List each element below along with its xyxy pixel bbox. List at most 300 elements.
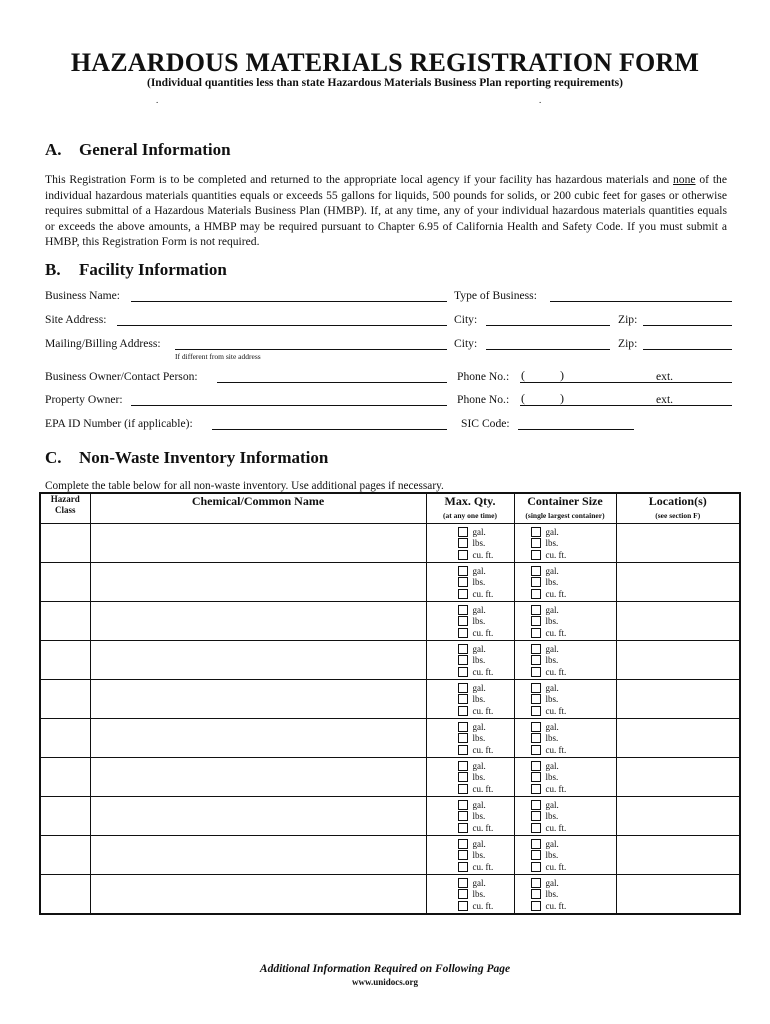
max-qty-unit-checkbox[interactable] [458, 527, 468, 537]
mailing-address-label: Mailing/Billing Address: [45, 337, 161, 350]
container-size-unit-option [531, 666, 616, 678]
max-qty-cell[interactable] [426, 680, 514, 719]
location-cell[interactable] [616, 758, 740, 797]
max-qty-unit-checkbox[interactable] [458, 605, 468, 615]
container-size-unit-checkbox[interactable] [531, 550, 541, 560]
container-size-unit-option [531, 655, 616, 667]
inventory-table [39, 492, 741, 915]
max-qty-unit-checkbox[interactable] [458, 761, 468, 771]
max-qty-unit-options [427, 760, 514, 795]
table-row [40, 563, 740, 602]
container-size-unit-options [515, 838, 616, 873]
inventory-table-body [40, 524, 740, 915]
container-size-cell[interactable] [514, 641, 616, 680]
max-qty-unit-checkbox[interactable] [458, 655, 468, 665]
max-qty-unit-options [427, 799, 514, 834]
max-qty-unit-options [427, 643, 514, 678]
max-qty-unit-checkbox[interactable] [458, 862, 468, 872]
max-qty-unit-option [458, 526, 514, 538]
container-size-unit-label: cu. ft. [545, 666, 567, 677]
max-qty-unit-option [458, 549, 514, 561]
container-size-cell[interactable] [514, 524, 616, 563]
container-size-unit-checkbox[interactable] [531, 889, 541, 899]
max-qty-unit-label: lbs. [472, 694, 486, 705]
table-row [40, 524, 740, 563]
max-qty-cell[interactable] [426, 836, 514, 875]
max-qty-unit-option [458, 811, 514, 823]
container-size-unit-checkbox[interactable] [531, 850, 541, 860]
container-size-unit-option [531, 549, 616, 561]
container-size-cell[interactable] [514, 836, 616, 875]
epa-id-label: EPA ID Number (if applicable): [45, 417, 193, 430]
chemical-name-cell[interactable] [90, 836, 426, 875]
max-qty-unit-option [458, 565, 514, 577]
property-phone-field[interactable] [520, 405, 732, 406]
container-size-unit-checkbox[interactable] [531, 839, 541, 849]
max-qty-unit-options [427, 682, 514, 717]
container-size-unit-option [531, 889, 616, 901]
container-size-unit-label: lbs. [545, 772, 559, 783]
max-qty-unit-checkbox[interactable] [458, 667, 468, 677]
container-size-unit-label: gal. [545, 682, 559, 693]
chemical-name-cell[interactable] [90, 797, 426, 836]
chemical-name-cell[interactable] [90, 563, 426, 602]
container-size-unit-option [531, 861, 616, 873]
container-size-unit-options [515, 721, 616, 756]
max-qty-unit-label: gal. [472, 838, 486, 849]
max-qty-unit-option [458, 861, 514, 873]
site-city-label: City: [454, 313, 478, 326]
container-size-unit-option [531, 811, 616, 823]
chemical-name-cell[interactable] [90, 758, 426, 797]
inventory-table-header [40, 493, 740, 524]
max-qty-unit-option [458, 616, 514, 628]
container-size-unit-label: cu. ft. [545, 900, 567, 911]
container-size-cell[interactable] [514, 602, 616, 641]
container-size-unit-checkbox[interactable] [531, 722, 541, 732]
container-size-unit-option [531, 565, 616, 577]
max-qty-unit-checkbox[interactable] [458, 550, 468, 560]
container-size-unit-options [515, 565, 616, 600]
container-size-unit-label: cu. ft. [545, 822, 567, 833]
max-qty-unit-checkbox[interactable] [458, 577, 468, 587]
max-qty-unit-checkbox[interactable] [458, 589, 468, 599]
container-size-unit-label: gal. [545, 565, 559, 576]
container-size-unit-checkbox[interactable] [531, 605, 541, 615]
max-qty-unit-options [427, 604, 514, 639]
hazard-class-cell[interactable] [40, 524, 90, 563]
max-qty-unit-option [458, 627, 514, 639]
container-size-unit-checkbox[interactable] [531, 878, 541, 888]
container-size-cell[interactable] [514, 797, 616, 836]
max-qty-unit-checkbox[interactable] [458, 784, 468, 794]
max-qty-unit-option [458, 877, 514, 889]
max-qty-unit-label: gal. [472, 643, 486, 654]
container-size-unit-label: lbs. [545, 694, 559, 705]
container-size-unit-options [515, 877, 616, 912]
sic-code-label: SIC Code: [461, 417, 510, 430]
section-b-heading: B. Facility Information [45, 260, 227, 279]
property-phone-area-close: ) [560, 391, 564, 405]
max-qty-unit-options [427, 877, 514, 912]
col-max-qty: Max. Qty. (at any one time) [426, 493, 514, 524]
max-qty-unit-checkbox[interactable] [458, 683, 468, 693]
max-qty-unit-checkbox[interactable] [458, 839, 468, 849]
max-qty-unit-label: lbs. [472, 538, 486, 549]
location-cell[interactable] [616, 719, 740, 758]
container-size-unit-options [515, 799, 616, 834]
owner-phone-label: Phone No.: [457, 370, 510, 383]
hazard-class-cell[interactable] [40, 758, 90, 797]
container-size-unit-label: lbs. [545, 889, 559, 900]
max-qty-unit-label: lbs. [472, 772, 486, 783]
max-qty-unit-option [458, 588, 514, 600]
max-qty-unit-option [458, 889, 514, 901]
business-name-field[interactable] [131, 301, 447, 302]
container-size-unit-checkbox[interactable] [531, 800, 541, 810]
site-city-field[interactable] [486, 325, 610, 326]
container-size-unit-label: gal. [545, 760, 559, 771]
max-qty-unit-checkbox[interactable] [458, 706, 468, 716]
max-qty-unit-option [458, 694, 514, 706]
max-qty-unit-option [458, 772, 514, 784]
max-qty-unit-checkbox[interactable] [458, 811, 468, 821]
container-size-unit-label: gal. [545, 838, 559, 849]
max-qty-unit-checkbox[interactable] [458, 823, 468, 833]
max-qty-unit-checkbox[interactable] [458, 800, 468, 810]
max-qty-unit-label: gal. [472, 799, 486, 810]
container-size-unit-option [531, 577, 616, 589]
max-qty-unit-options [427, 565, 514, 600]
container-size-unit-option [531, 850, 616, 862]
type-of-business-field[interactable] [550, 301, 732, 302]
max-qty-unit-label: lbs. [472, 733, 486, 744]
container-size-unit-checkbox[interactable] [531, 566, 541, 576]
property-phone-label: Phone No.: [457, 393, 510, 406]
max-qty-unit-label: lbs. [472, 850, 486, 861]
location-cell[interactable] [616, 524, 740, 563]
mailing-zip-field[interactable] [643, 349, 732, 350]
container-size-unit-option [531, 760, 616, 772]
container-size-unit-option [531, 744, 616, 756]
chemical-name-cell[interactable] [90, 875, 426, 915]
max-qty-unit-option [458, 783, 514, 795]
max-qty-unit-checkbox[interactable] [458, 628, 468, 638]
max-qty-unit-label: cu. ft. [472, 783, 494, 794]
max-qty-unit-option [458, 850, 514, 862]
max-qty-unit-checkbox[interactable] [458, 722, 468, 732]
max-qty-unit-label: cu. ft. [472, 588, 494, 599]
container-size-unit-option [531, 877, 616, 889]
max-qty-unit-label: cu. ft. [472, 822, 494, 833]
max-qty-cell[interactable] [426, 758, 514, 797]
chemical-name-cell[interactable] [90, 680, 426, 719]
mailing-zip-label: Zip: [618, 337, 638, 350]
section-c-heading: C. Non-Waste Inventory Information [45, 448, 329, 467]
max-qty-unit-checkbox[interactable] [458, 733, 468, 743]
site-zip-label: Zip: [618, 313, 638, 326]
table-row [40, 641, 740, 680]
max-qty-unit-option [458, 682, 514, 694]
section-a-heading: A. General Information [45, 140, 231, 159]
max-qty-unit-label: gal. [472, 604, 486, 615]
container-size-cell[interactable] [514, 680, 616, 719]
site-address-label: Site Address: [45, 313, 107, 326]
container-size-unit-checkbox[interactable] [531, 616, 541, 626]
hazard-class-cell[interactable] [40, 875, 90, 915]
container-size-unit-checkbox[interactable] [531, 811, 541, 821]
max-qty-unit-checkbox[interactable] [458, 889, 468, 899]
max-qty-unit-option [458, 733, 514, 745]
header-mark-left: . [156, 95, 159, 105]
container-size-unit-label: lbs. [545, 616, 559, 627]
hazard-class-cell[interactable] [40, 641, 90, 680]
max-qty-unit-checkbox[interactable] [458, 566, 468, 576]
max-qty-unit-option [458, 799, 514, 811]
container-size-unit-checkbox[interactable] [531, 772, 541, 782]
location-cell[interactable] [616, 602, 740, 641]
type-of-business-label: Type of Business: [454, 289, 537, 302]
container-size-unit-option [531, 733, 616, 745]
location-cell[interactable] [616, 641, 740, 680]
table-row [40, 836, 740, 875]
property-owner-field[interactable] [131, 405, 447, 406]
container-size-unit-option [531, 900, 616, 912]
container-size-unit-label: lbs. [545, 577, 559, 588]
max-qty-unit-options [427, 721, 514, 756]
max-qty-unit-option [458, 705, 514, 717]
site-address-field[interactable] [117, 325, 447, 326]
container-size-unit-checkbox[interactable] [531, 527, 541, 537]
container-size-unit-checkbox[interactable] [531, 761, 541, 771]
container-size-unit-label: cu. ft. [545, 627, 567, 638]
location-cell[interactable] [616, 875, 740, 915]
container-size-unit-option [531, 616, 616, 628]
chemical-name-cell[interactable] [90, 719, 426, 758]
container-size-unit-options [515, 760, 616, 795]
max-qty-unit-label: gal. [472, 760, 486, 771]
max-qty-unit-option [458, 604, 514, 616]
max-qty-unit-checkbox[interactable] [458, 850, 468, 860]
max-qty-unit-label: gal. [472, 682, 486, 693]
container-size-unit-checkbox[interactable] [531, 745, 541, 755]
container-size-unit-option [531, 721, 616, 733]
mailing-address-field[interactable] [175, 349, 447, 350]
max-qty-unit-label: lbs. [472, 577, 486, 588]
container-size-unit-options [515, 604, 616, 639]
max-qty-unit-checkbox[interactable] [458, 694, 468, 704]
max-qty-unit-option [458, 655, 514, 667]
container-size-unit-label: gal. [545, 721, 559, 732]
hazard-class-cell[interactable] [40, 797, 90, 836]
property-phone-area-open: ( [521, 391, 525, 405]
max-qty-unit-label: lbs. [472, 811, 486, 822]
col-locations: Location(s) (see section F) [616, 493, 740, 524]
container-size-cell[interactable] [514, 875, 616, 915]
container-size-unit-label: cu. ft. [545, 783, 567, 794]
location-cell[interactable] [616, 563, 740, 602]
container-size-unit-checkbox[interactable] [531, 577, 541, 587]
mailing-city-label: City: [454, 337, 478, 350]
max-qty-unit-checkbox[interactable] [458, 538, 468, 548]
max-qty-cell[interactable] [426, 602, 514, 641]
max-qty-cell[interactable] [426, 563, 514, 602]
container-size-cell[interactable] [514, 719, 616, 758]
max-qty-unit-label: gal. [472, 877, 486, 888]
container-size-unit-checkbox[interactable] [531, 538, 541, 548]
container-size-unit-label: cu. ft. [545, 588, 567, 599]
mailing-address-note: If different from site address [175, 352, 261, 361]
container-size-unit-option [531, 627, 616, 639]
max-qty-unit-option [458, 900, 514, 912]
container-size-unit-label: lbs. [545, 733, 559, 744]
container-size-unit-checkbox[interactable] [531, 628, 541, 638]
chemical-name-cell[interactable] [90, 524, 426, 563]
container-size-unit-checkbox[interactable] [531, 694, 541, 704]
location-cell[interactable] [616, 836, 740, 875]
container-size-unit-options [515, 526, 616, 561]
max-qty-unit-label: gal. [472, 565, 486, 576]
max-qty-cell[interactable] [426, 641, 514, 680]
site-zip-field[interactable] [643, 325, 732, 326]
container-size-unit-checkbox[interactable] [531, 862, 541, 872]
container-size-cell[interactable] [514, 563, 616, 602]
general-information-text: This Registration Form is to be completed and returned to the appropriate local agency if your facility has hazardous materials and none of the individual hazardous materials quantities equals or exceeds 55 gallons for liquids, 500 pounds for solids, or 200 cubic feet for gases or otherwise requires submittal of a Hazardous Materials Business Plan (HMBP). If, at any time, any of your individual hazardous materials quantities equals or exceeds the above amounts, a HMBP may be required pursuant to Chapter 6.95 of California Health and Safety Code. If you must submit a HMBP, this Registration Form is not required. [45, 173, 727, 249]
max-qty-unit-checkbox[interactable] [458, 772, 468, 782]
hazard-class-cell[interactable] [40, 719, 90, 758]
container-size-unit-checkbox[interactable] [531, 683, 541, 693]
max-qty-unit-option [458, 538, 514, 550]
table-row [40, 719, 740, 758]
container-size-unit-label: lbs. [545, 538, 559, 549]
max-qty-unit-checkbox[interactable] [458, 644, 468, 654]
container-size-cell[interactable] [514, 758, 616, 797]
owner-phone-area-open: ( [521, 368, 525, 382]
container-size-unit-option [531, 694, 616, 706]
owner-phone-field[interactable] [520, 382, 732, 383]
chemical-name-cell[interactable] [90, 602, 426, 641]
max-qty-unit-checkbox[interactable] [458, 878, 468, 888]
container-size-unit-option [531, 705, 616, 717]
col-chemical-name: Chemical/Common Name [90, 493, 426, 524]
col-hazard-class: Hazard Class [40, 493, 90, 524]
max-qty-unit-options [427, 838, 514, 873]
container-size-unit-label: gal. [545, 799, 559, 810]
container-size-unit-option [531, 783, 616, 795]
max-qty-unit-option [458, 822, 514, 834]
epa-id-field[interactable] [212, 429, 447, 430]
container-size-unit-option [531, 838, 616, 850]
container-size-unit-option [531, 643, 616, 655]
container-size-unit-label: gal. [545, 604, 559, 615]
max-qty-cell[interactable] [426, 719, 514, 758]
owner-contact-label: Business Owner/Contact Person: [45, 370, 198, 383]
form-subtitle: (Individual quantities less than state Hazardous Materials Business Plan reporting requirements) [146, 77, 623, 89]
container-size-unit-label: cu. ft. [545, 744, 567, 755]
max-qty-unit-label: cu. ft. [472, 705, 494, 716]
container-size-unit-option [531, 682, 616, 694]
container-size-unit-option [531, 526, 616, 538]
container-size-unit-checkbox[interactable] [531, 733, 541, 743]
hazard-class-cell[interactable] [40, 836, 90, 875]
container-size-unit-label: lbs. [545, 811, 559, 822]
max-qty-unit-label: cu. ft. [472, 900, 494, 911]
max-qty-unit-label: cu. ft. [472, 744, 494, 755]
max-qty-unit-label: cu. ft. [472, 627, 494, 638]
container-size-unit-label: lbs. [545, 850, 559, 861]
table-row [40, 758, 740, 797]
container-size-unit-label: gal. [545, 526, 559, 537]
container-size-unit-option [531, 538, 616, 550]
container-size-unit-option [531, 822, 616, 834]
container-size-unit-checkbox[interactable] [531, 644, 541, 654]
location-cell[interactable] [616, 680, 740, 719]
container-size-unit-label: gal. [545, 643, 559, 654]
property-owner-label: Property Owner: [45, 393, 123, 406]
property-phone-ext-label: ext. [656, 393, 674, 406]
container-size-unit-label: gal. [545, 877, 559, 888]
max-qty-unit-label: lbs. [472, 889, 486, 900]
sic-code-field[interactable] [518, 429, 634, 430]
max-qty-cell[interactable] [426, 875, 514, 915]
mailing-city-field[interactable] [486, 349, 610, 350]
max-qty-unit-checkbox[interactable] [458, 901, 468, 911]
container-size-unit-label: cu. ft. [545, 705, 567, 716]
location-cell[interactable] [616, 797, 740, 836]
container-size-unit-label: lbs. [545, 655, 559, 666]
container-size-unit-checkbox[interactable] [531, 667, 541, 677]
footer-note: Additional Information Required on Following Page [259, 963, 511, 975]
container-size-unit-checkbox[interactable] [531, 706, 541, 716]
max-qty-unit-option [458, 744, 514, 756]
container-size-unit-checkbox[interactable] [531, 901, 541, 911]
footer-website: www.unidocs.org [351, 977, 418, 987]
max-qty-unit-checkbox[interactable] [458, 616, 468, 626]
container-size-unit-options [515, 643, 616, 678]
hazard-class-cell[interactable] [40, 680, 90, 719]
max-qty-unit-label: cu. ft. [472, 549, 494, 560]
max-qty-unit-label: gal. [472, 721, 486, 732]
max-qty-unit-label: cu. ft. [472, 666, 494, 677]
container-size-unit-checkbox[interactable] [531, 589, 541, 599]
container-size-unit-label: cu. ft. [545, 861, 567, 872]
max-qty-unit-checkbox[interactable] [458, 745, 468, 755]
container-size-unit-option [531, 588, 616, 600]
chemical-name-cell[interactable] [90, 641, 426, 680]
owner-phone-ext-label: ext. [656, 370, 674, 383]
container-size-unit-checkbox[interactable] [531, 823, 541, 833]
container-size-unit-label: cu. ft. [545, 549, 567, 560]
hazard-class-cell[interactable] [40, 563, 90, 602]
max-qty-unit-option [458, 643, 514, 655]
hazard-class-cell[interactable] [40, 602, 90, 641]
container-size-unit-options [515, 682, 616, 717]
owner-contact-field[interactable] [217, 382, 447, 383]
table-row [40, 602, 740, 641]
container-size-unit-checkbox[interactable] [531, 655, 541, 665]
table-row [40, 680, 740, 719]
container-size-unit-option [531, 604, 616, 616]
max-qty-unit-label: lbs. [472, 616, 486, 627]
max-qty-cell[interactable] [426, 524, 514, 563]
container-size-unit-option [531, 799, 616, 811]
form-title: HAZARDOUS MATERIALS REGISTRATION FORM [70, 48, 700, 77]
max-qty-unit-label: gal. [472, 526, 486, 537]
max-qty-cell[interactable] [426, 797, 514, 836]
container-size-unit-checkbox[interactable] [531, 784, 541, 794]
header-mark-right: . [539, 95, 542, 105]
table-row [40, 797, 740, 836]
